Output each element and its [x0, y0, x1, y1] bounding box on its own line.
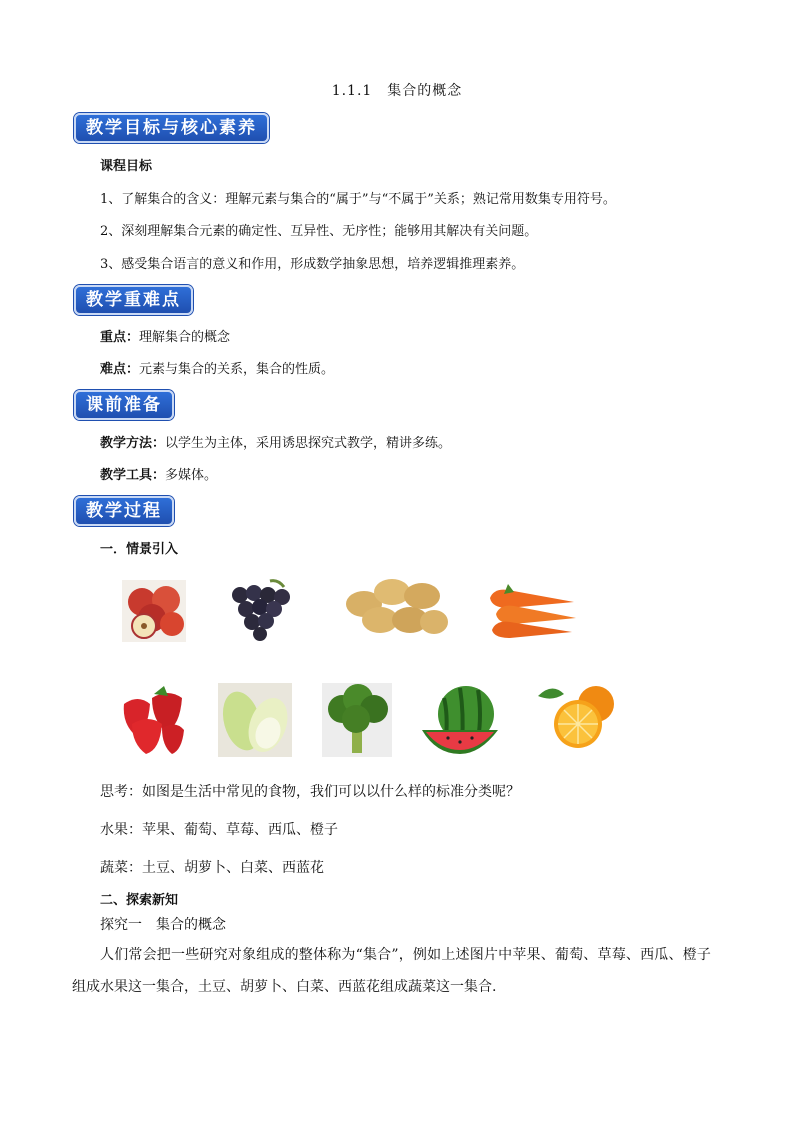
think-question: 思考：如图是生活中常见的食物，我们可以以什么样的标准分类呢？ — [100, 784, 520, 800]
watermelon-image — [420, 682, 500, 756]
goal-item-3: 3、感受集合语言的意义和作用，形成数学抽象思想，培养逻辑推理素养。 — [100, 257, 525, 272]
difficult-point-text: 元素与集合的关系，集合的性质。 — [139, 362, 335, 377]
method-text: 以学生为主体，采用诱思探究式教学，精讲多练。 — [165, 436, 452, 451]
section-banner-goals: 教学目标与核心素养 — [74, 113, 269, 143]
oranges-image — [534, 682, 616, 750]
broccoli-image — [322, 683, 392, 757]
goal-item-2: 2、深刻理解集合元素的确定性、互异性、无序性；能够用其解决有关问题。 — [100, 224, 538, 239]
goals-heading: 课程目标 — [100, 159, 153, 174]
key-point-label: 重点： — [100, 330, 140, 345]
apples-image — [122, 580, 186, 642]
section-banner-process: 教学过程 — [74, 496, 174, 526]
key-point-text: 理解集合的概念 — [139, 330, 231, 345]
cabbage-image — [218, 683, 292, 757]
method-line — [100, 432, 451, 451]
carrots-image — [486, 580, 578, 642]
section-banner-prep: 课前准备 — [74, 390, 174, 420]
grapes-image — [220, 577, 302, 643]
goal-item-1: 1、了解集合的含义：理解元素与集合的“属于”与“不属于”关系；熟记常用数集专用符号。 — [100, 192, 616, 207]
concept-paragraph-line-1: 人们常会把一些研究对象组成的整体称为“集合”，例如上述图片中苹果、葡萄、草莓、西瓜、橙子 — [100, 947, 712, 963]
potatoes-image — [342, 574, 450, 642]
strawberries-image — [118, 684, 186, 756]
explore-heading: 二、探索新知 — [100, 893, 179, 908]
tool-label: 教学工具： — [100, 468, 166, 483]
section-banner-key-points: 教学重难点 — [74, 285, 193, 315]
explore-subheading: 探究一 集合的概念 — [100, 917, 226, 933]
document-title: 1.1.1 集合的概念 — [331, 83, 463, 99]
fruits-line: 水果：苹果、葡萄、草莓、西瓜、橙子 — [100, 822, 338, 838]
tool-text: 多媒体。 — [165, 468, 218, 483]
difficult-point-label: 难点： — [100, 362, 140, 377]
method-label: 教学方法： — [100, 436, 166, 451]
difficult-point-line — [100, 358, 334, 377]
tool-line — [100, 464, 217, 483]
vegetables-line: 蔬菜：土豆、胡萝卜、白菜、西蓝花 — [100, 860, 324, 876]
concept-paragraph-line-2: 组成水果这一集合，土豆、胡萝卜、白菜、西蓝花组成蔬菜这一集合. — [72, 979, 497, 995]
intro-heading: 一．情景引入 — [100, 542, 179, 557]
key-point-line — [100, 326, 230, 345]
